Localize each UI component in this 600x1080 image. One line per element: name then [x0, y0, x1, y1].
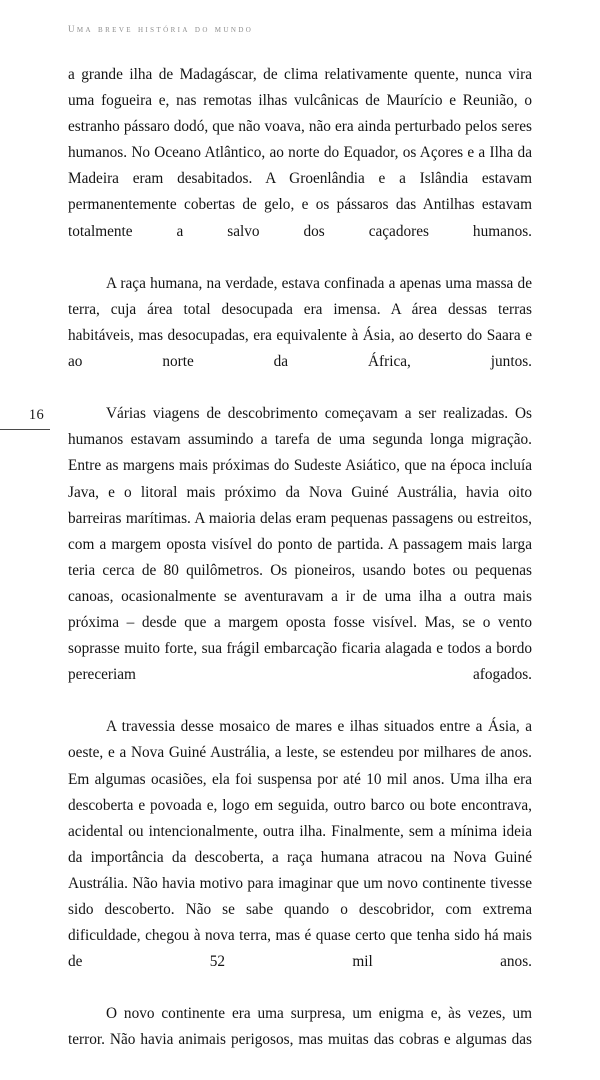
paragraph: O novo continente era uma surpresa, um enigma e, às vezes, um terror. Não havia animais perigosos, mas muitas das cobras e algumas das	[68, 1005, 532, 1049]
paragraph: A travessia desse mosaico de mares e ilhas situados entre a Ásia, a oeste, e a Nova Guiné Austrália, a leste, se estendeu por milhares de anos. Em algumas ocasiões, ela foi suspensa por até 10 mil anos. Uma ilha era descoberta e povoada e, logo em seguida, outro barco ou bote encontrava, acidental ou intencionalmente, outra ilha. Finalmente, sem a mínima ideia da importância da descoberta, a raça humana atracou na Nova Guiné Austrália. Não havia motivo para imaginar que um novo continente tivesse sido descoberto. Não se sabe quando o descobridor, com extrema dificuldade, chegou à nova terra, mas é quase certo que tenha sido há mais de 52 mil anos.	[68, 718, 532, 971]
paragraph: Várias viagens de descobrimento começavam a ser realizadas. Os humanos estavam assumindo a tarefa de uma segunda longa migração. Entre as margens mais próximas do Sudeste Asiático, que na época incluía Java, e o litoral mais próximo da Nova Guiné Austrália, havia oito barreiras marítimas. A maioria delas eram pequenas passagens ou estreitos, com a margem oposta visível do ponto de partida. A passagem mais larga teria cerca de 80 quilômetros. Os pioneiros, usando botes ou pequenas canoas, ocasionalmente se aventuravam a ir de uma ilha a outra mais próxima – desde que a margem oposta fosse visível. Mas, se o vento soprasse muito forte, sua frágil embarcação ficaria alagada e todos a bordo pereceriam afogados.	[68, 405, 532, 684]
folio-rule	[0, 429, 50, 430]
paragraph: a grande ilha de Madagáscar, de clima relativamente quente, nunca vira uma fogueira e, nas remotas ilhas vulcânicas de Maurício e Reunião, o estranho pássaro dodó, que não voava, não era ainda perturbado pelos seres humanos. No Oceano Atlântico, ao norte do Equador, os Açores e a Ilha da Madeira eram desabitados. A Groenlândia e a Islândia estavam permanentemente cobertas de gelo, e os pássaros das Antilhas estavam totalmente a salvo dos caçadores humanos.	[68, 66, 532, 240]
page-number: 16	[28, 407, 44, 423]
paragraph: A raça humana, na verdade, estava confinada a apenas uma massa de terra, cuja área total desocupada era imensa. A área dessas terras habitáveis, mas desocupadas, era equivalente à Ásia, ao deserto do Saara e ao norte da África, juntos.	[68, 274, 532, 371]
running-head: uma breve história do mundo	[68, 21, 254, 35]
body-textblock	[68, 62, 532, 1080]
folio-block	[0, 406, 50, 436]
